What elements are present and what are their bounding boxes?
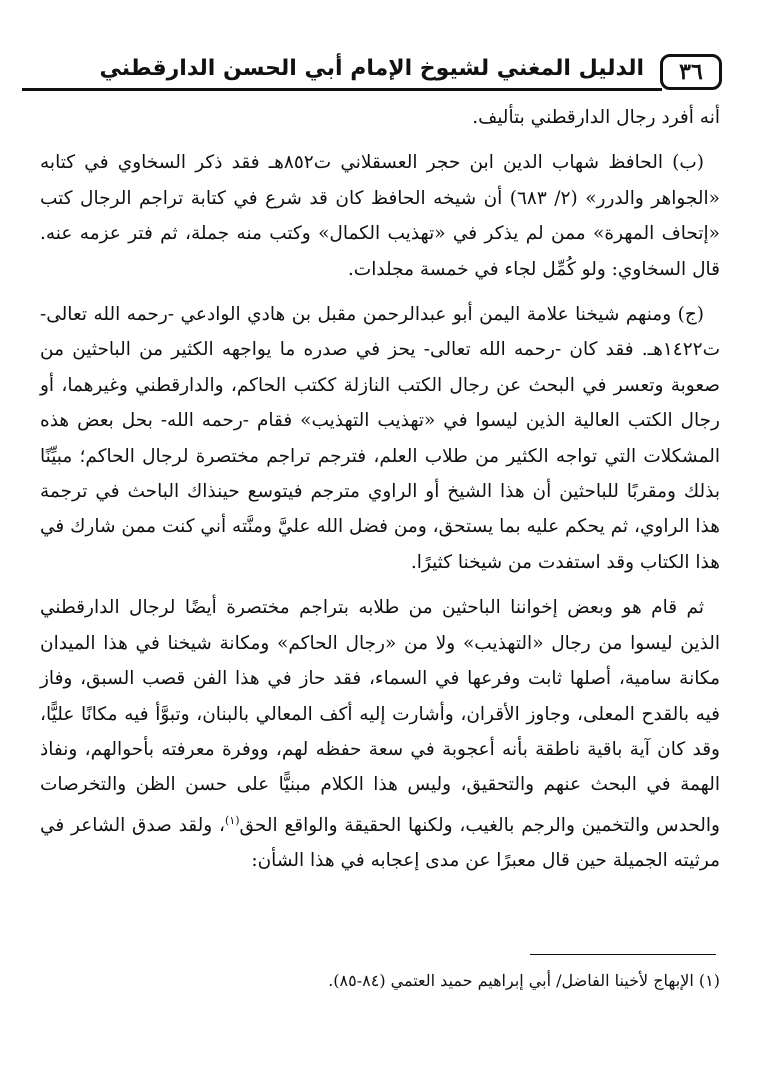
paragraph-intro: أنه أفرد رجال الدارقطني بتأليف. <box>472 107 720 128</box>
footnote-separator <box>530 954 716 955</box>
footnote: (١) الإبهاج لأخينا الفاضل/ أبي إبراهيم حميد العتمي (٨٤-٨٥). <box>328 971 720 990</box>
paragraph-students <box>40 590 720 878</box>
header-rule <box>22 88 662 91</box>
paragraph-ibn-hajar: (ب) الحافظ شهاب الدين ابن حجر العسقلاني ت٨٥٢هـ فقد ذكر السخاوي في كتابه «الجواهر والدرر» (٢/ ٦٨٣) أن شيخه الحافظ كان قد شرع في كتابة تراجم الرجال كتب «إتحاف المهرة» ممن لم يذكر في «تهذيب الكمال» وكتب منه جملة، ثم فتر عزمه عنه. قال السخاوي: ولو كُمِّل لجاء في خمسة مجلدات. <box>40 152 720 280</box>
paragraph-students-tail: ، ولقد صدق الشاعر في مرثيته الجميلة حين قال معبرًا عن مدى إعجابه في هذا الشأن: <box>40 814 720 872</box>
body-text <box>40 100 720 889</box>
page-header <box>22 50 722 100</box>
running-title: الدليل المغني لشيوخ الإمام أبي الحسن الدارقطني <box>99 56 644 81</box>
paragraph-students-text: ثم قام هو وبعض إخواننا الباحثين من طلابه بتراجم مختصرة أيضًا لرجال الدارقطني الذين ليسوا من رجال «التهذيب» ولا من «رجال الحاكم» ومكانة شيخنا في هذا الميدان مكانة سامية، أصلها ثابت وفرعها في السماء، فقد حاز في هذا الفن قصب السبق، وفاز فيه بالقدح المعلى، وجاوز الأقران، وأشارت إليه أكف المعالي بالبنان، وتبوَّأ فيه مكانًا عليًّا، وقد كان آية باقية ناطقة بأنه أعجوبة في سعة حفظه لهم، ووفرة معرفته بأحوالهم، ونفاذ الهمة في البحث عنهم والتحقيق، وليس هذا الكلام مبنيًّا على حسن الظن والتخرصات والحدس والتخمين والرجم بالغيب، ولكنها الحقيقة والواقع الحق <box>40 597 720 836</box>
paragraph-muqbil: (ج) ومنهم شيخنا علامة اليمن أبو عبدالرحمن مقبل بن هادي الوادعي -رحمه الله تعالى- ت١٤٢٢هـ. فقد كان -رحمه الله تعالى- يحز في صدره ما يواجهه الكثير من الباحثين من صعوبة وتعسر في البحث عن رجال الكتب النازلة ككتب الحاكم، والدارقطني وغيرهما، أو رجال الكتب العالية الذين ليسوا في «تهذيب التهذيب» فقام -رحمه الله- بحل بعض هذه المشكلات التي تواجه الكثير من طلاب العلم، فترجم تراجم مختصرة لرجال الحاكم؛ مبيِّنًا بذلك ومقربًا للباحثين أن هذا الشيخ أو الراوي مترجم فيتوسع حينذاك الباحث في ترجمة هذا الراوي، ثم يحكم عليه بما يستحق، ومن فضل الله عليَّ ومنَّته أني كنت ممن شارك في هذا الكتاب وقد استفدت من شيخنا كثيرًا. <box>40 304 720 573</box>
footnote-reference: (١) <box>224 813 240 827</box>
page-number: ٣٦ <box>660 54 722 90</box>
